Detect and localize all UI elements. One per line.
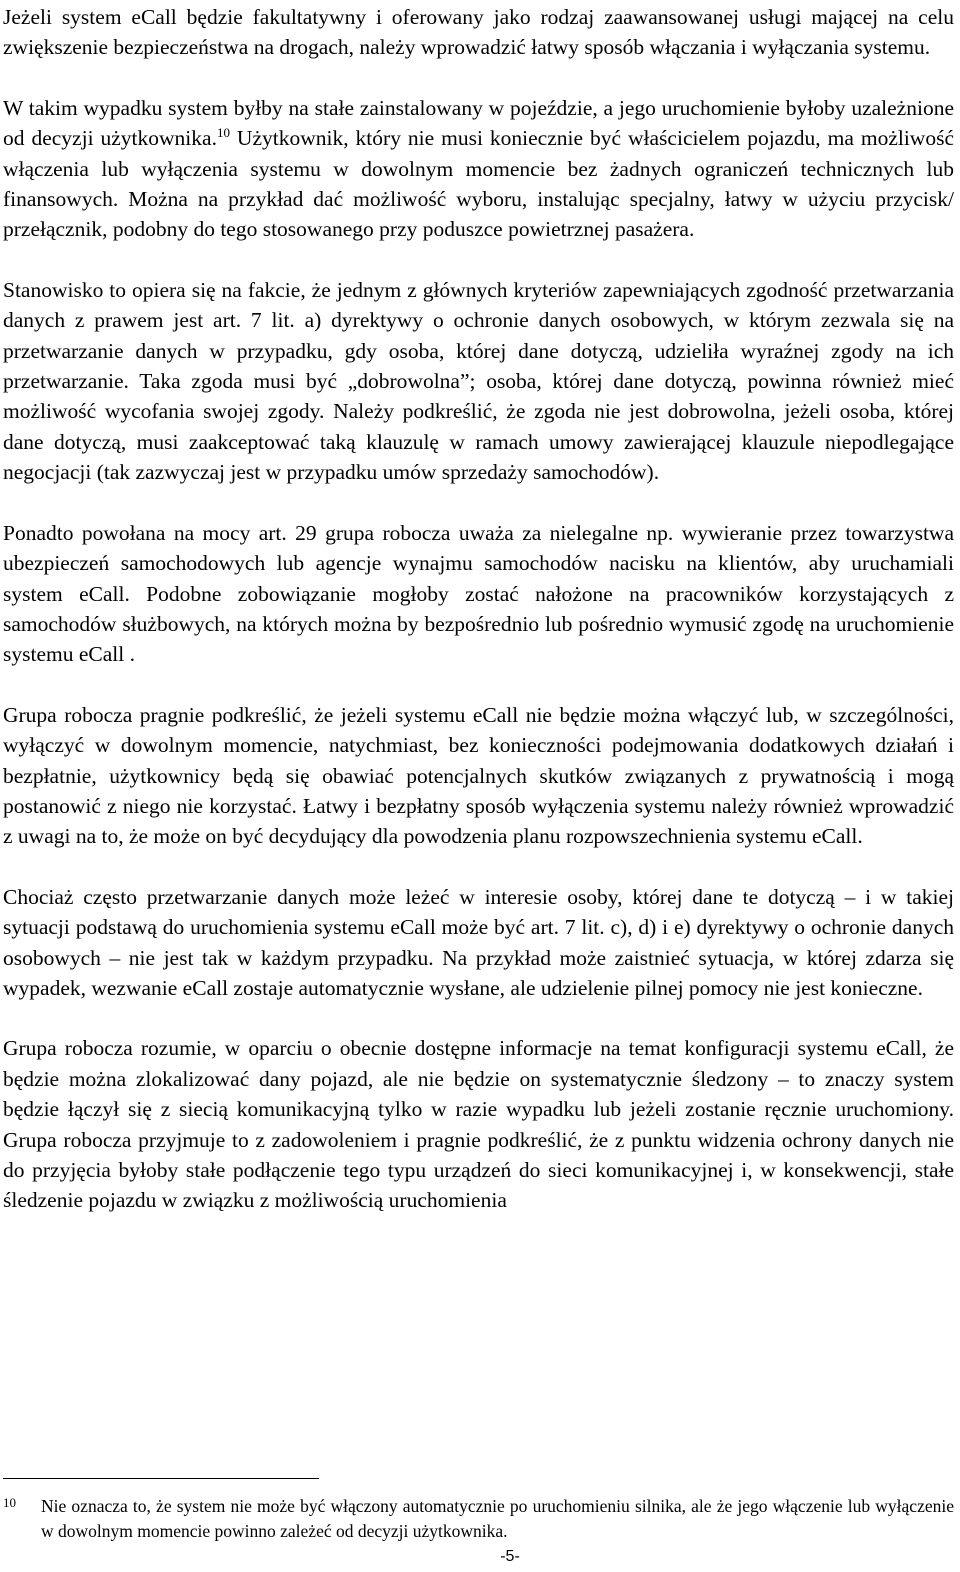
paragraph-gap (3, 488, 954, 518)
footnote (3, 1494, 954, 1544)
paragraph-1-text: Jeżeli system eCall będzie fakultatywny i oferowany jako rodzaj zaawansowanej usługi mającej na celu zwiększenie bezpieczeństwa na drogach, należy wprowadzić łatwy sposób włączania i wyłączania systemu. (3, 5, 954, 60)
footnote-number: 10 (3, 1495, 16, 1510)
paragraph-5-text: Grupa robocza pragnie podkreślić, że jeżeli systemu eCall nie będzie można włączyć lub, w szczególności, wyłączyć w dowolnym momencie, natychmiast, bez konieczności podejmowania dodatkowych działań i bezpłatnie, użytkownicy będą się obawiać potencjalnych skutków związanych z prywatnością i mogą postanowić z niego nie korzystać. Łatwy i bezpłatny sposób wyłączenia systemu należy również wprowadzić z uwagi na to, że może on być decydujący dla powodzenia planu rozpowszechnienia systemu eCall. (3, 702, 954, 849)
paragraph-gap (3, 63, 954, 93)
paragraph-3 (3, 275, 954, 488)
paragraph-7 (3, 1033, 954, 1215)
paragraph-2 (3, 93, 954, 245)
footnote-separator (3, 1478, 319, 1479)
paragraph-2-text-before: W takim wypadku system byłby na stałe zainstalowany w pojeździe, a jego uruchomienie byłoby uzależnione od decyzji użytkownika. (3, 95, 954, 151)
footnote-text: Nie oznacza to, że system nie może być włączony automatycznie po uruchomieniu silnika, ale że jego włączenie lub wyłączenie w dowolnym momencie powinno zależeć od decyzji użytkownika. (41, 1496, 954, 1541)
page-number: -5- (500, 1548, 520, 1565)
footnote-reference[interactable]: 10 (216, 125, 230, 141)
document-body (3, 2, 954, 1216)
paragraph-5 (3, 700, 954, 852)
paragraph-gap (3, 852, 954, 882)
paragraph-4 (3, 518, 954, 670)
paragraph-gap (3, 1003, 954, 1033)
paragraph-1 (3, 2, 954, 63)
paragraph-3-text: Stanowisko to opiera się na fakcie, że jednym z głównych kryteriów zapewniających zgodność przetwarzania danych z prawem jest art. 7 lit. a) dyrektywy o ochronie danych osobowych, w którym zezwala się na przetwarzanie danych w przypadku, gdy osoba, której dane dotyczą, udzieliła wyraźnej zgody na ich przetwarzanie. Taka zgoda musi być „dobrowolna”; osoba, której dane dotyczą, powinna również mieć możliwość wycofania swojej zgody. Należy podkreślić, że zgoda nie jest dobrowolna, jeżeli osoba, której dane dotyczą, musi zaakceptować taką klauzulę w ramach umowy zawierającej klauzule niepodlegające negocjacji (tak zazwyczaj jest w przypadku umów sprzedaży samochodów). (3, 277, 954, 485)
paragraph-gap (3, 670, 954, 700)
paragraph-6-text: Chociaż często przetwarzanie danych może leżeć w interesie osoby, której dane te dotyczą – i w takiej sytuacji podstawą do uruchomienia systemu eCall może być art. 7 lit. c), d) i e) dyrektywy o ochronie danych osobowych – nie jest tak w każdym przypadku. Na przykład może zaistnieć sytuacja, w której zdarza się wypadek, wezwanie eCall zostaje automatycznie wysłane, ale udzielenie pilnej pomocy nie jest konieczne. (3, 884, 954, 1000)
paragraph-6 (3, 882, 954, 1004)
paragraph-7-text: Grupa robocza rozumie, w oparciu o obecnie dostępne informacje na temat konfiguracji systemu eCall, że będzie można zlokalizować dany pojazd, ale nie będzie on systematycznie śledzony – to znaczy system będzie łączył się z siecią komunikacyjną tylko w razie wypadku lub jeżeli zostanie ręcznie uruchomiony. Grupa robocza przyjmuje to z zadowoleniem i pragnie podkreślić, że z punktu widzenia ochrony danych nie do przyjęcia byłoby stałe podłączenie tego typu urządzeń do sieci komunikacyjnej i, w konsekwencji, stałe śledzenie pojazdu w związku z możliwością uruchomienia (3, 1036, 954, 1213)
paragraph-gap (3, 245, 954, 275)
paragraph-2-text-after: Użytkownik, który nie musi koniecznie być właścicielem pojazdu, ma możliwość włączenia lub wyłączenia systemu w dowolnym momencie bez żadnych ograniczeń technicznych lub finansowych. Można na przykład dać możliwość wyboru, instalując specjalny, łatwy w użyciu przycisk/ przełącznik, podobny do tego stosowanego przy poduszce powietrznej pasażera. (3, 126, 954, 242)
paragraph-4-text: Ponadto powołana na mocy art. 29 grupa robocza uważa za nielegalne np. wywieranie przez towarzystwa ubezpieczeń samochodowych lub agencje wynajmu samochodów nacisku na klientów, aby uruchamiali system eCall. Podobne zobowiązanie mogłoby zostać nałożone na pracowników korzystających z samochodów służbowych, na których można by bezpośrednio lub pośrednio wymusić zgodę na uruchomienie systemu eCall . (3, 520, 954, 667)
